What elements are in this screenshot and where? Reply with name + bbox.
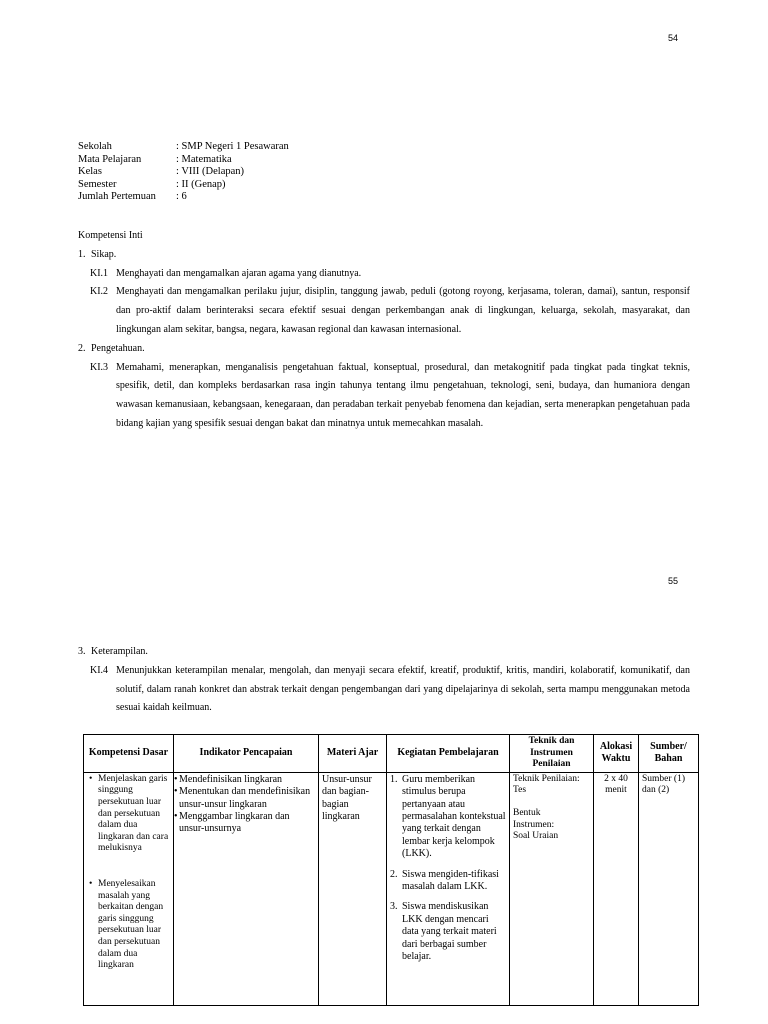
cell-materi: Unsur-unsur dan bagian-bagian lingkaran [319, 772, 387, 1005]
kd-item [87, 879, 170, 972]
cell-teknik [510, 772, 594, 1005]
info-row-kelas [78, 166, 289, 179]
header-materi: Materi Ajar [319, 735, 387, 773]
header-indikator: Indikator Pencapaian [174, 735, 319, 773]
list-title: Keterampilan. [91, 646, 148, 657]
cell-sumber: Sumber (1) dan (2) [639, 772, 699, 1005]
bullet: • [174, 773, 178, 785]
kegiatan-text: Guru memberikan stimulus berupa pertanyaan atau permasalahan kontekstual yang terkait dengan lembar kerja kelompok (LKK). [402, 773, 506, 860]
list-item-pengetahuan [78, 340, 690, 359]
header-alokasi: Alokasi Waktu [594, 735, 639, 773]
info-row-semester [78, 179, 289, 192]
header-kegiatan: Kegiatan Pembelajaran [387, 735, 510, 773]
bullet: • [174, 811, 178, 822]
table-header-row [84, 735, 699, 773]
ki-3 [78, 359, 690, 434]
instrumen-value: Soal Uraian [513, 831, 559, 842]
kegiatan-number: 2. [390, 868, 398, 880]
identity-block [78, 141, 289, 204]
ki-code: KI.3 [90, 361, 109, 373]
ki-1 [78, 265, 690, 284]
kegiatan-item [390, 774, 506, 861]
list-item-keterampilan [78, 643, 690, 662]
instrumen-label: Bentuk [513, 807, 541, 818]
kegiatan-text: Siswa mengiden-tifikasi masalah dalam LKK. [402, 868, 499, 893]
kegiatan-item [390, 869, 506, 894]
lesson-plan-table [83, 734, 699, 1006]
info-label: Mata Pelajaran [78, 153, 142, 165]
ki-2 [78, 283, 690, 339]
info-value: : 6 [176, 191, 187, 203]
kd-item [87, 774, 170, 855]
kegiatan-text: Siswa mendiskusikan LKK dengan mencari data yang terkait materi dari berbagai sumber belajar. [402, 901, 497, 963]
info-label: Sekolah [78, 141, 112, 152]
list-number: 1. [78, 248, 86, 260]
indikator-item [174, 786, 315, 811]
indikator-text: Mendefinisikan lingkaran [179, 773, 283, 785]
info-label: Semester [78, 178, 117, 190]
teknik-value: Tes [513, 785, 527, 796]
header-teknik: Teknik dan Instrumen Penilaian [510, 735, 594, 773]
page-number-54: 54 [668, 33, 679, 43]
kegiatan-number: 1. [390, 773, 398, 785]
info-row-sekolah [78, 141, 289, 154]
indikator-item [174, 774, 315, 786]
indikator-text: Menentukan dan mendefinisikan unsur-unsur lingkaran [179, 786, 311, 810]
keterampilan-section [78, 643, 690, 718]
info-label: Kelas [78, 166, 102, 178]
list-number: 2. [78, 342, 86, 354]
ki-4 [78, 662, 690, 718]
ki-code: KI.2 [90, 286, 109, 298]
info-row-pertemuan [78, 191, 289, 204]
ki-text: Menunjukkan keterampilan menalar, mengolah, dan menyaji secara efektif, kreatif, produktif, kritis, mandiri, kolaboratif, komunikatif, dan solutif, dalam ranah konkret dan abstrak terkait dengan pengembangan dari yang dipelajarinya di sekolah, serta mampu menggunakan metoda sesuai kaidah keilmuan. [116, 664, 690, 714]
kegiatan-item [390, 901, 506, 963]
ki-code: KI.4 [90, 664, 109, 676]
list-item-sikap [78, 246, 690, 265]
list-number: 3. [78, 646, 86, 657]
indikator-text: Menggambar lingkaran dan unsur-unsurnya [179, 811, 290, 835]
kd-text: Menjelaskan garis singgung persekutuan luar dan persekutuan dalam dua lingkaran dan cara melukisnya [98, 773, 169, 854]
info-value: : Matematika [176, 153, 232, 165]
list-title: Pengetahuan. [91, 342, 145, 354]
info-row-mapel [78, 154, 289, 167]
list-title: Sikap. [91, 248, 117, 260]
header-sumber: Sumber/ Bahan [639, 735, 699, 773]
teknik-label: Teknik Penilaian: [513, 773, 580, 784]
info-value: : VIII (Delapan) [176, 166, 245, 178]
ki-text: Menghayati dan mengamalkan perilaku jujur, disiplin, tanggung jawab, peduli (gotong royong, kerjasama, toleran, damai), santun, responsif dan pro-aktif dalam berinteraksi secara efektif sesuai dengan perkembangan anak di lingkungan, keluarga, sekolah, masyarakat, dan lingkungan alam sekitar, bangsa, negara, kawasan regional dan kawasan internasional. [116, 286, 690, 335]
cell-indikator [174, 772, 319, 1005]
cell-kegiatan [387, 772, 510, 1005]
ki-text: Menghayati dan mengamalkan ajaran agama yang dianutnya. [116, 267, 362, 279]
ki-text: Memahami, menerapkan, menganalisis pengetahuan faktual, konseptual, prosedural, dan metakognitif pada tingkat pada tingkat teknis, spesifik, detil, dan kompleks berdasarkan rasa ingin tahunya tentang ilmu pengetahuan, teknologi, seni, budaya, dan humaniora dengan wawasan kemanusiaan, kebangsaan, kenegaraan, dan peradaban terkait penyebab fenomena dan kejadian, serta menerapkan pengetahuan pada bidang kajian yang spesifik sesuai dengan bakat dan minatnya untuk memecahkan masalah. [116, 361, 690, 429]
header-kompetensi-dasar: Kompetensi Dasar [84, 735, 174, 773]
bullet: • [174, 786, 178, 798]
info-label: Jumlah Pertemuan [78, 191, 156, 203]
info-value: : II (Genap) [176, 178, 226, 190]
cell-alokasi: 2 x 40 menit [594, 772, 639, 1005]
section-heading: Kompetensi Inti [78, 230, 143, 241]
indikator-item [174, 811, 315, 836]
kompetensi-inti-section [78, 227, 690, 434]
ki-code: KI.1 [90, 267, 109, 279]
bullet: • [89, 773, 93, 784]
bullet: • [89, 878, 93, 889]
cell-kompetensi-dasar [84, 772, 174, 1005]
table-row [84, 772, 699, 1005]
page-number-55: 55 [668, 576, 679, 586]
info-value: : SMP Negeri 1 Pesawaran [176, 141, 289, 152]
kd-text: Menyelesaikan masalah yang berkaitan dengan garis singgung persekutuan luar dan persekutuan dalam dua lingkaran [98, 878, 164, 971]
instrumen-label: Instrumen: [513, 819, 555, 830]
kegiatan-number: 3. [390, 901, 398, 913]
